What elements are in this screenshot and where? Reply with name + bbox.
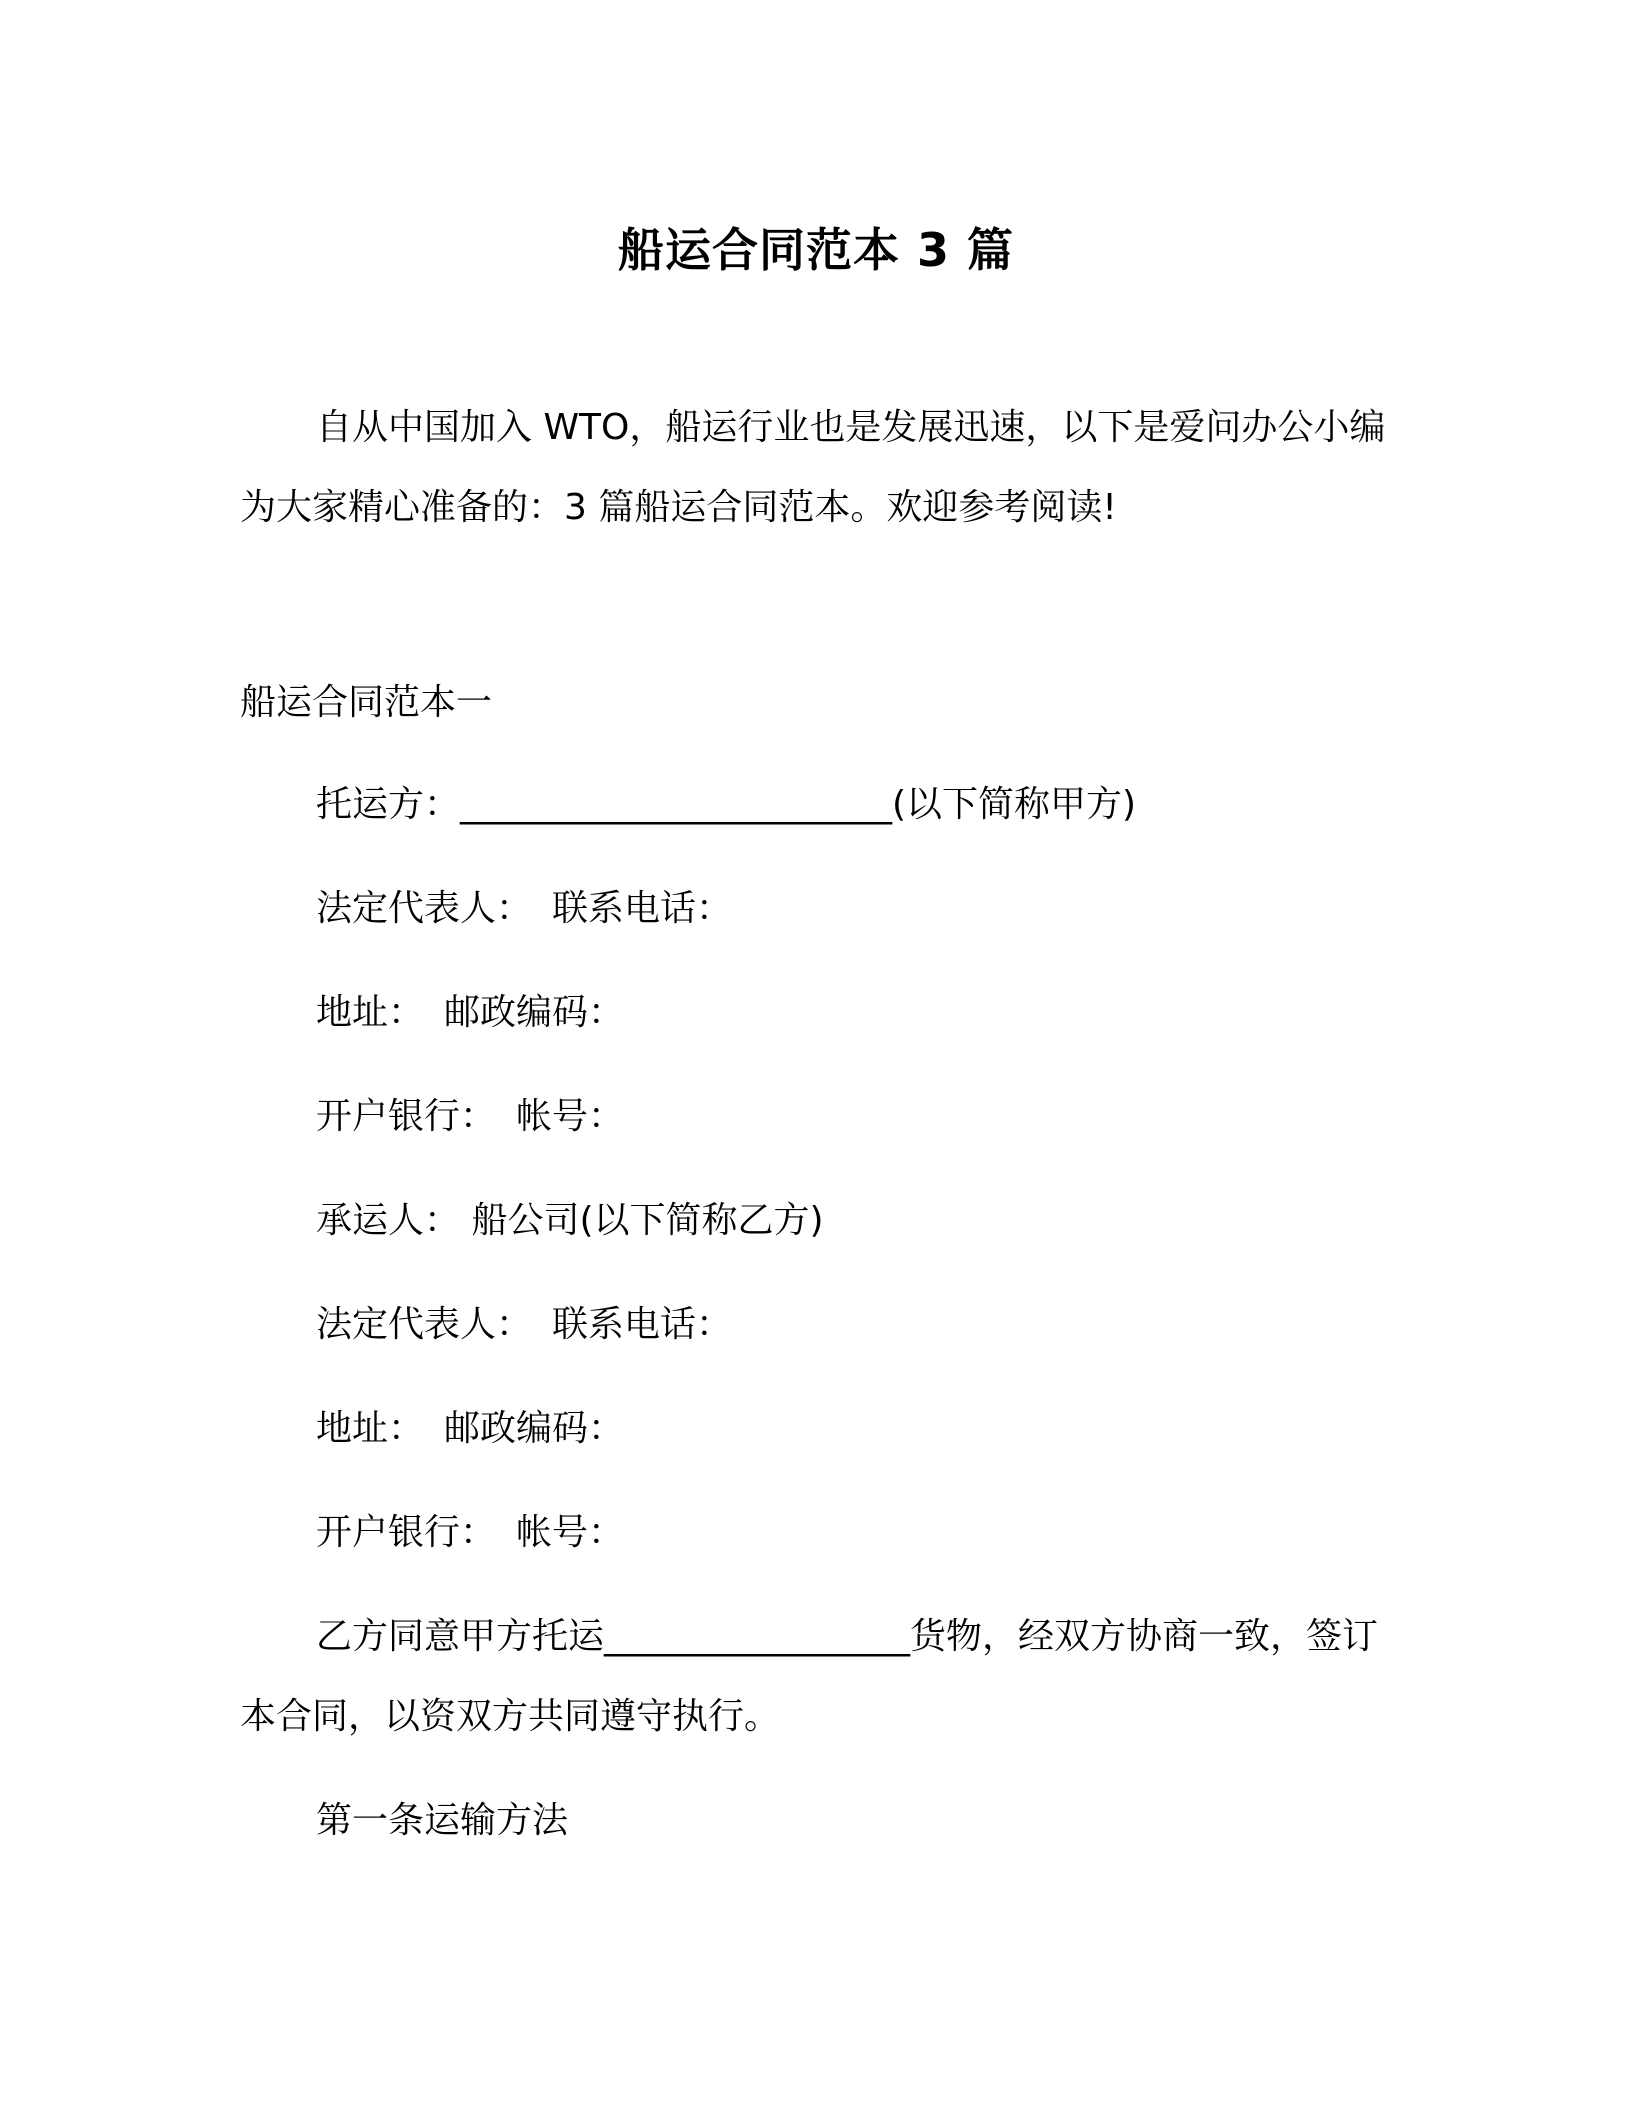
carrier-representative-line	[316, 1295, 732, 1355]
carrier-bank-line	[316, 1503, 624, 1563]
section-heading: 船运合同范本一	[240, 682, 493, 723]
shipper-account-label: 帐号：	[516, 1096, 625, 1137]
carrier-account-label: 帐号：	[516, 1512, 625, 1553]
shipper-postcode-label: 邮政编码：	[444, 992, 625, 1033]
shipper-address-line	[316, 983, 624, 1043]
document-title: 船运合同范本 3 篇	[617, 223, 1015, 277]
shipper-address-label: 地址：	[316, 992, 425, 1033]
carrier-bank-label: 开户银行：	[316, 1512, 497, 1553]
carrier-phone-label: 联系电话：	[552, 1304, 733, 1345]
carrier-address-line	[316, 1399, 624, 1459]
shipper-rep-label: 法定代表人：	[316, 888, 533, 929]
carrier-line: 承运人： 船公司(以下简称乙方)	[316, 1200, 824, 1241]
shipper-representative-line	[316, 879, 732, 939]
carrier-address-label: 地址：	[316, 1408, 425, 1449]
shipper-bank-line	[316, 1087, 624, 1147]
agreement-paragraph: 乙方同意甲方托运_________________货物，经双方协商一致，签订本合同，以资双方共同遵守执行。	[240, 1616, 1379, 1737]
shipper-phone-label: 联系电话：	[552, 888, 733, 929]
intro-paragraph: 自从中国加入 WTO，船运行业也是发展迅速，以下是爱问办公小编为大家精心准备的：3 篇船运合同范本。欢迎参考阅读!	[240, 407, 1386, 528]
article-1-heading: 第一条运输方法	[316, 1800, 569, 1841]
carrier-rep-label: 法定代表人：	[316, 1304, 533, 1345]
carrier-postcode-label: 邮政编码：	[444, 1408, 625, 1449]
shipper-line: 托运方：________________________(以下简称甲方)	[316, 784, 1137, 825]
shipper-bank-label: 开户银行：	[316, 1096, 497, 1137]
